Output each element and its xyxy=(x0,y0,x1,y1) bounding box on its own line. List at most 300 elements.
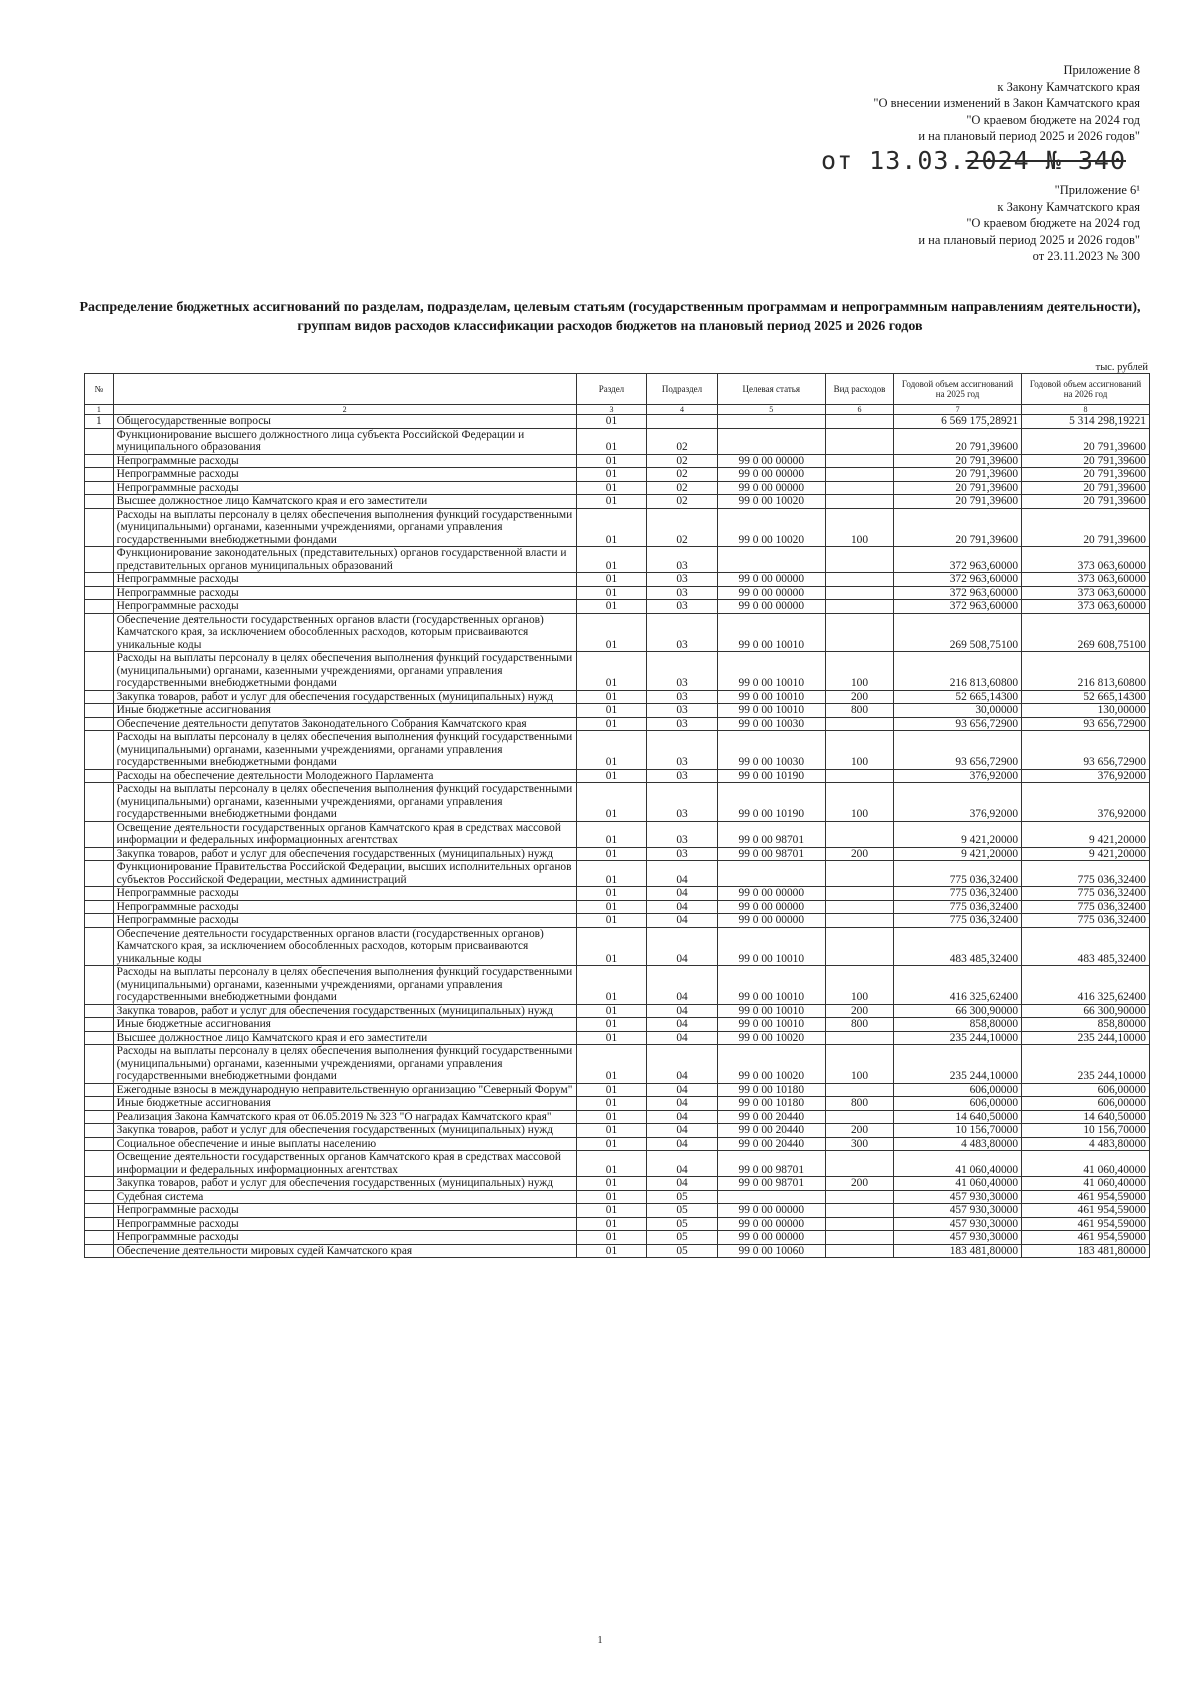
row-subsection: 04 xyxy=(647,914,718,928)
row-amount-2025: 269 508,75100 xyxy=(894,613,1022,652)
row-amount-2025: 372 963,60000 xyxy=(894,573,1022,587)
table-row xyxy=(85,1124,1150,1138)
table-row xyxy=(85,1018,1150,1032)
row-amount-2026: 20 791,39600 xyxy=(1022,468,1150,482)
row-target-article xyxy=(717,428,825,454)
row-expense-type: 800 xyxy=(825,1097,893,1111)
row-amount-2025: 376,92000 xyxy=(894,783,1022,822)
row-subsection: 03 xyxy=(647,769,718,783)
row-amount-2026: 606,00000 xyxy=(1022,1083,1150,1097)
row-amount-2025: 20 791,39600 xyxy=(894,454,1022,468)
row-number xyxy=(85,586,114,600)
column-number: 6 xyxy=(825,405,893,415)
table-row xyxy=(85,600,1150,614)
table-row xyxy=(85,861,1150,887)
row-name: Обеспечение деятельности государственных органов власти (государственных органов) Камчатского края, за исключением обособленных расходов, которым присваиваются уникальные коды xyxy=(113,613,576,652)
row-section: 01 xyxy=(576,783,647,822)
row-target-article: 99 0 00 10010 xyxy=(717,704,825,718)
row-amount-2026: 373 063,60000 xyxy=(1022,586,1150,600)
row-amount-2025: 10 156,70000 xyxy=(894,1124,1022,1138)
row-expense-type xyxy=(825,573,893,587)
row-target-article: 99 0 00 00000 xyxy=(717,887,825,901)
header-line: "Приложение 6¹ xyxy=(1054,183,1140,197)
table-row xyxy=(85,783,1150,822)
row-subsection: 04 xyxy=(647,1045,718,1084)
row-expense-type: 300 xyxy=(825,1137,893,1151)
row-name: Функционирование законодательных (представительных) органов государственной власти и представительных органов муниципальных образований xyxy=(113,547,576,573)
row-amount-2025: 216 813,60800 xyxy=(894,652,1022,691)
row-number xyxy=(85,704,114,718)
column-header: № xyxy=(85,374,114,405)
row-section: 01 xyxy=(576,481,647,495)
column-number: 4 xyxy=(647,405,718,415)
row-name: Расходы на обеспечение деятельности Молодежного Парламента xyxy=(113,769,576,783)
row-subsection: 03 xyxy=(647,717,718,731)
row-name: Закупка товаров, работ и услуг для обеспечения государственных (муниципальных) нужд xyxy=(113,1004,576,1018)
row-amount-2025: 30,00000 xyxy=(894,704,1022,718)
row-amount-2026: 373 063,60000 xyxy=(1022,600,1150,614)
row-subsection: 03 xyxy=(647,600,718,614)
column-header: Раздел xyxy=(576,374,647,405)
table-row xyxy=(85,495,1150,509)
header-line: и на плановый период 2025 и 2026 годов" xyxy=(918,129,1140,143)
row-name: Функционирование Правительства Российской Федерации, высших исполнительных органов субъектов Российской Федерации, местных администраций xyxy=(113,861,576,887)
row-amount-2025: 775 036,32400 xyxy=(894,900,1022,914)
row-number xyxy=(85,769,114,783)
row-name: Непрограммные расходы xyxy=(113,600,576,614)
row-expense-type xyxy=(825,1204,893,1218)
row-amount-2026: 9 421,20000 xyxy=(1022,821,1150,847)
row-target-article: 99 0 00 00000 xyxy=(717,573,825,587)
column-header: Годовой объем ассигнований на 2025 год xyxy=(894,374,1022,405)
row-target-article: 99 0 00 00000 xyxy=(717,914,825,928)
row-section: 01 xyxy=(576,900,647,914)
row-section: 01 xyxy=(576,690,647,704)
row-subsection: 05 xyxy=(647,1231,718,1245)
table-row xyxy=(85,1083,1150,1097)
row-number xyxy=(85,1231,114,1245)
row-subsection: 04 xyxy=(647,861,718,887)
row-amount-2026: 41 060,40000 xyxy=(1022,1177,1150,1191)
row-name: Закупка товаров, работ и услуг для обеспечения государственных (муниципальных) нужд xyxy=(113,1177,576,1191)
row-number xyxy=(85,1204,114,1218)
row-amount-2025: 606,00000 xyxy=(894,1083,1022,1097)
row-target-article xyxy=(717,415,825,429)
row-amount-2025: 858,80000 xyxy=(894,1018,1022,1032)
row-amount-2026: 775 036,32400 xyxy=(1022,887,1150,901)
row-amount-2026: 93 656,72900 xyxy=(1022,731,1150,770)
stamp-date: от 13.03. xyxy=(821,146,966,175)
row-section: 01 xyxy=(576,613,647,652)
row-section: 01 xyxy=(576,1097,647,1111)
row-expense-type xyxy=(825,1151,893,1177)
row-name: Освещение деятельности государственных органов Камчатского края в средствах массовой информации и федеральных информационных агентствах xyxy=(113,1151,576,1177)
row-number xyxy=(85,1244,114,1258)
row-number xyxy=(85,861,114,887)
row-name: Закупка товаров, работ и услуг для обеспечения государственных (муниципальных) нужд xyxy=(113,847,576,861)
row-expense-type: 800 xyxy=(825,1018,893,1032)
row-number xyxy=(85,914,114,928)
row-section: 01 xyxy=(576,1190,647,1204)
row-target-article: 99 0 00 10010 xyxy=(717,1004,825,1018)
table-row xyxy=(85,586,1150,600)
row-amount-2025: 235 244,10000 xyxy=(894,1045,1022,1084)
row-target-article: 99 0 00 00000 xyxy=(717,468,825,482)
row-amount-2026: 416 325,62400 xyxy=(1022,966,1150,1005)
row-amount-2026: 235 244,10000 xyxy=(1022,1045,1150,1084)
row-expense-type xyxy=(825,613,893,652)
row-number xyxy=(85,1151,114,1177)
header-line: "О краевом бюджете на 2024 год xyxy=(966,216,1140,230)
row-expense-type xyxy=(825,1031,893,1045)
row-name: Общегосударственные вопросы xyxy=(113,415,576,429)
row-name: Закупка товаров, работ и услуг для обеспечения государственных (муниципальных) нужд xyxy=(113,1124,576,1138)
row-subsection: 02 xyxy=(647,428,718,454)
row-section: 01 xyxy=(576,966,647,1005)
row-subsection: 02 xyxy=(647,468,718,482)
row-target-article: 99 0 00 00000 xyxy=(717,1204,825,1218)
row-amount-2025: 4 483,80000 xyxy=(894,1137,1022,1151)
row-subsection: 02 xyxy=(647,454,718,468)
row-amount-2025: 20 791,39600 xyxy=(894,508,1022,547)
row-amount-2026: 775 036,32400 xyxy=(1022,900,1150,914)
table-row xyxy=(85,900,1150,914)
row-number xyxy=(85,1177,114,1191)
row-section: 01 xyxy=(576,704,647,718)
row-target-article: 99 0 00 98701 xyxy=(717,821,825,847)
row-amount-2025: 235 244,10000 xyxy=(894,1031,1022,1045)
row-number xyxy=(85,508,114,547)
row-subsection: 03 xyxy=(647,690,718,704)
row-name: Расходы на выплаты персоналу в целях обеспечения выполнения функций государственными (муниципальными) органами, казенными учреждениями, органами управления государственными внебюджетными фондами xyxy=(113,652,576,691)
row-amount-2026: 373 063,60000 xyxy=(1022,547,1150,573)
row-section: 01 xyxy=(576,1244,647,1258)
row-subsection: 05 xyxy=(647,1204,718,1218)
row-amount-2025: 41 060,40000 xyxy=(894,1177,1022,1191)
units-label: тыс. рублей xyxy=(1095,362,1148,373)
row-section: 01 xyxy=(576,1151,647,1177)
row-name: Расходы на выплаты персоналу в целях обеспечения выполнения функций государственными (муниципальными) органами, казенными учреждениями, органами управления государственными внебюджетными фондами xyxy=(113,1045,576,1084)
row-name: Высшее должностное лицо Камчатского края и его заместители xyxy=(113,1031,576,1045)
row-amount-2026: 461 954,59000 xyxy=(1022,1190,1150,1204)
row-amount-2025: 457 930,30000 xyxy=(894,1204,1022,1218)
row-subsection: 02 xyxy=(647,495,718,509)
row-section: 01 xyxy=(576,428,647,454)
row-expense-type: 100 xyxy=(825,731,893,770)
table-row xyxy=(85,1004,1150,1018)
table-row xyxy=(85,1231,1150,1245)
row-target-article: 99 0 00 10190 xyxy=(717,769,825,783)
row-target-article: 99 0 00 10030 xyxy=(717,717,825,731)
row-name: Непрограммные расходы xyxy=(113,586,576,600)
row-target-article xyxy=(717,861,825,887)
row-amount-2025: 457 930,30000 xyxy=(894,1217,1022,1231)
row-amount-2026: 52 665,14300 xyxy=(1022,690,1150,704)
row-target-article xyxy=(717,547,825,573)
row-section: 01 xyxy=(576,600,647,614)
row-amount-2025: 14 640,50000 xyxy=(894,1110,1022,1124)
row-name: Непрограммные расходы xyxy=(113,887,576,901)
row-name: Ежегодные взносы в международную неправительственную организацию "Северный Форум" xyxy=(113,1083,576,1097)
row-target-article xyxy=(717,1190,825,1204)
row-section: 01 xyxy=(576,731,647,770)
row-target-article: 99 0 00 20440 xyxy=(717,1124,825,1138)
row-subsection: 04 xyxy=(647,1177,718,1191)
row-amount-2025: 6 569 175,28921 xyxy=(894,415,1022,429)
row-target-article: 99 0 00 98701 xyxy=(717,847,825,861)
row-amount-2026: 20 791,39600 xyxy=(1022,508,1150,547)
row-number xyxy=(85,847,114,861)
row-amount-2025: 457 930,30000 xyxy=(894,1231,1022,1245)
row-expense-type xyxy=(825,769,893,783)
row-target-article: 99 0 00 10010 xyxy=(717,1018,825,1032)
row-amount-2026: 66 300,90000 xyxy=(1022,1004,1150,1018)
row-subsection: 03 xyxy=(647,573,718,587)
row-expense-type xyxy=(825,468,893,482)
table-row xyxy=(85,966,1150,1005)
row-subsection: 04 xyxy=(647,927,718,966)
row-name: Непрограммные расходы xyxy=(113,454,576,468)
row-amount-2026: 235 244,10000 xyxy=(1022,1031,1150,1045)
row-section: 01 xyxy=(576,887,647,901)
row-subsection: 05 xyxy=(647,1217,718,1231)
row-section: 01 xyxy=(576,1217,647,1231)
row-expense-type: 100 xyxy=(825,1045,893,1084)
row-amount-2025: 372 963,60000 xyxy=(894,547,1022,573)
table-row xyxy=(85,1097,1150,1111)
header-line: и на плановый период 2025 и 2026 годов" xyxy=(918,232,1140,247)
row-amount-2026: 9 421,20000 xyxy=(1022,847,1150,861)
row-number xyxy=(85,900,114,914)
row-number xyxy=(85,495,114,509)
row-expense-type xyxy=(825,495,893,509)
row-amount-2026: 775 036,32400 xyxy=(1022,914,1150,928)
row-expense-type xyxy=(825,717,893,731)
table-row xyxy=(85,769,1150,783)
row-amount-2026: 183 481,80000 xyxy=(1022,1244,1150,1258)
row-section: 01 xyxy=(576,1083,647,1097)
row-number xyxy=(85,1045,114,1084)
row-subsection: 04 xyxy=(647,966,718,1005)
row-name: Непрограммные расходы xyxy=(113,900,576,914)
row-amount-2026: 20 791,39600 xyxy=(1022,495,1150,509)
row-expense-type xyxy=(825,415,893,429)
row-expense-type xyxy=(825,1110,893,1124)
row-amount-2026: 858,80000 xyxy=(1022,1018,1150,1032)
header-line: "О краевом бюджете на 2024 год xyxy=(966,112,1140,127)
column-number: 8 xyxy=(1022,405,1150,415)
row-target-article: 99 0 00 10190 xyxy=(717,783,825,822)
row-amount-2025: 93 656,72900 xyxy=(894,717,1022,731)
row-amount-2025: 9 421,20000 xyxy=(894,821,1022,847)
row-amount-2026: 130,00000 xyxy=(1022,704,1150,718)
table-row xyxy=(85,927,1150,966)
document-title: Распределение бюджетных ассигнований по разделам, подразделам, целевым статьям (государственным программам и непрограммным направлениям деятельности), группам видов расходов классификации расходов бюджетов на плановый период 2025 и 2026 годов xyxy=(79,300,1141,334)
row-target-article: 99 0 00 10060 xyxy=(717,1244,825,1258)
row-expense-type xyxy=(825,454,893,468)
row-name: Освещение деятельности государственных органов Камчатского края в средствах массовой информации и федеральных информационных агентствах xyxy=(113,821,576,847)
row-expense-type: 100 xyxy=(825,783,893,822)
table-row xyxy=(85,1110,1150,1124)
row-section: 01 xyxy=(576,1137,647,1151)
row-target-article: 99 0 00 20440 xyxy=(717,1137,825,1151)
table-row xyxy=(85,468,1150,482)
row-expense-type: 200 xyxy=(825,847,893,861)
header-line: Приложение 8 xyxy=(1063,63,1140,77)
table-row xyxy=(85,652,1150,691)
row-number xyxy=(85,652,114,691)
table-row xyxy=(85,573,1150,587)
column-number: 5 xyxy=(717,405,825,415)
row-amount-2025: 457 930,30000 xyxy=(894,1190,1022,1204)
table-row xyxy=(85,1244,1150,1258)
table-body xyxy=(85,415,1150,1258)
row-amount-2025: 66 300,90000 xyxy=(894,1004,1022,1018)
row-amount-2026: 20 791,39600 xyxy=(1022,428,1150,454)
row-target-article: 99 0 00 10020 xyxy=(717,1031,825,1045)
row-amount-2025: 52 665,14300 xyxy=(894,690,1022,704)
row-expense-type xyxy=(825,1217,893,1231)
row-target-article: 99 0 00 98701 xyxy=(717,1177,825,1191)
row-section: 01 xyxy=(576,1018,647,1032)
row-expense-type xyxy=(825,428,893,454)
row-name: Реализация Закона Камчатского края от 06.05.2019 № 323 "О наградах Камчатского края" xyxy=(113,1110,576,1124)
row-target-article: 99 0 00 10010 xyxy=(717,613,825,652)
row-amount-2026: 5 314 298,19221 xyxy=(1022,415,1150,429)
row-target-article: 99 0 00 10010 xyxy=(717,690,825,704)
row-name: Обеспечение деятельности государственных органов власти (государственных органов) Камчатского края, за исключением обособленных расходов, которым присваиваются уникальные коды xyxy=(113,927,576,966)
row-name: Расходы на выплаты персоналу в целях обеспечения выполнения функций государственными (муниципальными) органами, казенными учреждениями, органами управления государственными внебюджетными фондами xyxy=(113,966,576,1005)
row-amount-2026: 461 954,59000 xyxy=(1022,1231,1150,1245)
row-expense-type xyxy=(825,1231,893,1245)
row-target-article: 99 0 00 10020 xyxy=(717,508,825,547)
row-target-article: 99 0 00 10010 xyxy=(717,927,825,966)
row-target-article: 99 0 00 10180 xyxy=(717,1097,825,1111)
row-target-article: 99 0 00 00000 xyxy=(717,1217,825,1231)
row-number xyxy=(85,1110,114,1124)
row-section: 01 xyxy=(576,821,647,847)
row-amount-2025: 376,92000 xyxy=(894,769,1022,783)
table-header-row xyxy=(85,374,1150,405)
row-expense-type: 200 xyxy=(825,1004,893,1018)
row-amount-2026: 4 483,80000 xyxy=(1022,1137,1150,1151)
row-number xyxy=(85,454,114,468)
row-number xyxy=(85,600,114,614)
table-row xyxy=(85,690,1150,704)
date-stamp xyxy=(821,146,1126,175)
row-subsection: 03 xyxy=(647,652,718,691)
row-subsection: 02 xyxy=(647,481,718,495)
row-subsection: 04 xyxy=(647,1031,718,1045)
row-subsection: 04 xyxy=(647,1018,718,1032)
row-target-article: 99 0 00 00000 xyxy=(717,1231,825,1245)
row-section: 01 xyxy=(576,1045,647,1084)
row-amount-2025: 9 421,20000 xyxy=(894,847,1022,861)
row-number xyxy=(85,1083,114,1097)
table-row xyxy=(85,887,1150,901)
row-amount-2025: 775 036,32400 xyxy=(894,887,1022,901)
row-amount-2026: 775 036,32400 xyxy=(1022,861,1150,887)
row-expense-type xyxy=(825,1244,893,1258)
table-row xyxy=(85,821,1150,847)
row-section: 01 xyxy=(576,1231,647,1245)
row-expense-type xyxy=(825,1190,893,1204)
row-expense-type: 200 xyxy=(825,690,893,704)
row-subsection: 03 xyxy=(647,586,718,600)
table-row xyxy=(85,1217,1150,1231)
row-amount-2026: 10 156,70000 xyxy=(1022,1124,1150,1138)
row-subsection: 03 xyxy=(647,704,718,718)
row-expense-type: 100 xyxy=(825,966,893,1005)
row-number xyxy=(85,468,114,482)
row-name: Обеспечение деятельности мировых судей Камчатского края xyxy=(113,1244,576,1258)
row-section: 01 xyxy=(576,914,647,928)
budget-table xyxy=(84,373,1150,1258)
table-row xyxy=(85,1204,1150,1218)
row-subsection: 04 xyxy=(647,887,718,901)
row-amount-2025: 41 060,40000 xyxy=(894,1151,1022,1177)
row-name: Расходы на выплаты персоналу в целях обеспечения выполнения функций государственными (муниципальными) органами, казенными учреждениями, органами управления государственными внебюджетными фондами xyxy=(113,783,576,822)
row-amount-2025: 775 036,32400 xyxy=(894,914,1022,928)
row-target-article: 99 0 00 10020 xyxy=(717,1045,825,1084)
table-row xyxy=(85,613,1150,652)
row-target-article: 99 0 00 10030 xyxy=(717,731,825,770)
table-row xyxy=(85,1031,1150,1045)
row-subsection: 04 xyxy=(647,1151,718,1177)
column-number: 2 xyxy=(113,405,576,415)
appendix-header xyxy=(873,62,1140,145)
row-target-article: 99 0 00 10020 xyxy=(717,495,825,509)
column-number: 7 xyxy=(894,405,1022,415)
row-expense-type xyxy=(825,1083,893,1097)
row-number xyxy=(85,783,114,822)
row-section: 01 xyxy=(576,547,647,573)
row-name: Непрограммные расходы xyxy=(113,1204,576,1218)
table-row xyxy=(85,731,1150,770)
row-name: Иные бюджетные ассигнования xyxy=(113,1097,576,1111)
row-amount-2025: 483 485,32400 xyxy=(894,927,1022,966)
row-subsection: 04 xyxy=(647,1110,718,1124)
row-number xyxy=(85,1217,114,1231)
table-row xyxy=(85,704,1150,718)
row-section: 01 xyxy=(576,847,647,861)
row-subsection: 03 xyxy=(647,731,718,770)
row-section: 01 xyxy=(576,415,647,429)
row-subsection: 03 xyxy=(647,847,718,861)
row-section: 01 xyxy=(576,508,647,547)
row-target-article: 99 0 00 20440 xyxy=(717,1110,825,1124)
row-amount-2025: 93 656,72900 xyxy=(894,731,1022,770)
row-expense-type xyxy=(825,927,893,966)
row-target-article: 99 0 00 00000 xyxy=(717,900,825,914)
row-amount-2025: 372 963,60000 xyxy=(894,600,1022,614)
previous-appendix-header xyxy=(918,182,1140,265)
row-section: 01 xyxy=(576,1031,647,1045)
row-name: Непрограммные расходы xyxy=(113,1217,576,1231)
row-amount-2026: 461 954,59000 xyxy=(1022,1204,1150,1218)
column-header: Вид расходов xyxy=(825,374,893,405)
row-name: Непрограммные расходы xyxy=(113,481,576,495)
row-amount-2025: 20 791,39600 xyxy=(894,495,1022,509)
row-subsection: 03 xyxy=(647,783,718,822)
row-number xyxy=(85,613,114,652)
row-subsection: 03 xyxy=(647,547,718,573)
row-number: 1 xyxy=(85,415,114,429)
row-name: Непрограммные расходы xyxy=(113,914,576,928)
row-target-article: 99 0 00 10010 xyxy=(717,966,825,1005)
row-expense-type: 200 xyxy=(825,1124,893,1138)
row-number xyxy=(85,1097,114,1111)
